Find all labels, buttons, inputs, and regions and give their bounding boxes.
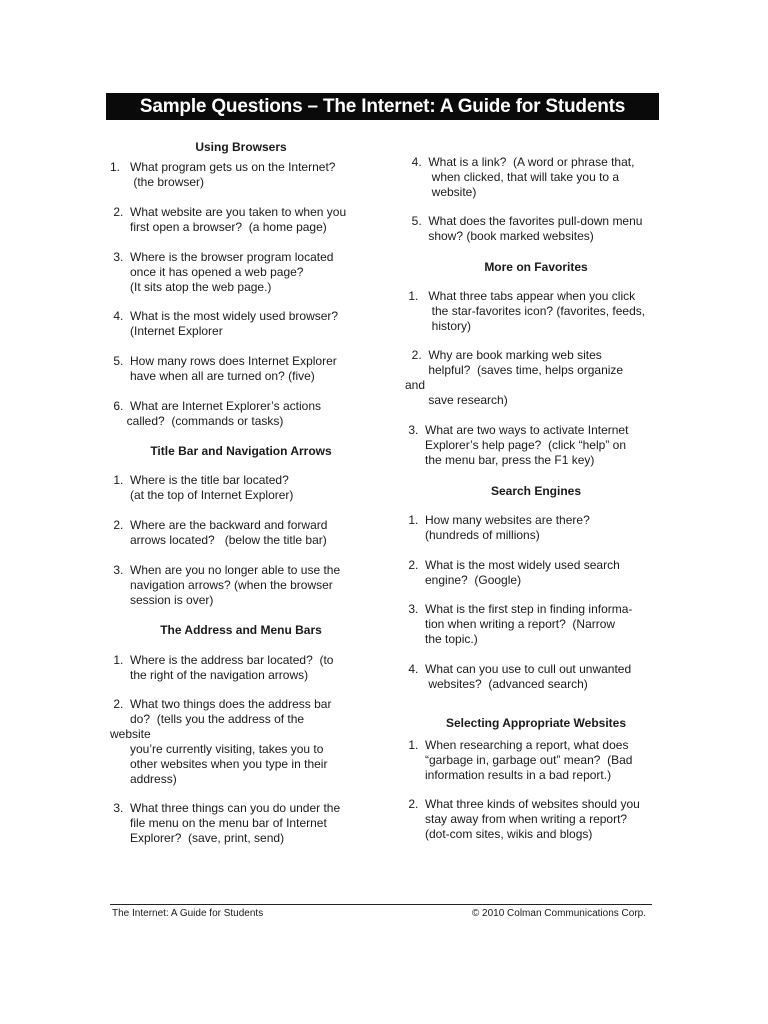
section-heading-title-bar: Title Bar and Navigation Arrows	[150, 444, 332, 458]
question-item: 4. What is a link? (A word or phrase that, when clicked, that will take you to a website)	[405, 155, 635, 199]
question-item: 1. Where is the address bar located? (to the right of the navigation arrows)	[110, 653, 334, 682]
question-item: 1. What program gets us on the Internet? (the browser)	[110, 160, 336, 189]
footer-divider	[110, 904, 652, 905]
question-item: 2. What two things does the address bar do? (tells you the address of the website you’re currently visiting, takes you to other websites when you type in their address)	[110, 697, 332, 786]
question-item: 3. What are two ways to activate Internet Explorer’s help page? (click “help” on the menu bar, press the F1 key)	[405, 423, 629, 467]
question-item: 2. What website are you taken to when you first open a browser? (a home page)	[110, 205, 347, 234]
question-item: 2. Where are the backward and forward arrows located? (below the title bar)	[110, 518, 328, 547]
question-item: 4. What can you use to cull out unwanted websites? (advanced search)	[405, 662, 632, 691]
section-heading-address-menu: The Address and Menu Bars	[160, 623, 322, 637]
question-item: 4. What is the most widely used browser? (Internet Explorer	[110, 309, 339, 338]
section-heading-using-browsers: Using Browsers	[195, 140, 287, 154]
question-item: 1. When researching a report, what does “garbage in, garbage out” mean? (Bad information results in a bad report.)	[405, 738, 633, 782]
question-item: 6. What are Internet Explorer’s actions called? (commands or tasks)	[110, 399, 321, 428]
question-item: 1. Where is the title bar located? (at the top of Internet Explorer)	[110, 473, 294, 502]
question-item: 3. What is the first step in finding informa- tion when writing a report? (Narrow the topic.)	[405, 602, 633, 646]
question-item: 3. What three things can you do under the file menu on the menu bar of Internet Explorer? (save, print, send)	[110, 801, 341, 845]
footer-title: The Internet: A Guide for Students	[112, 908, 264, 919]
question-item: 2. What three kinds of websites should you stay away from when writing a report? (dot-com sites, wikis and blogs)	[405, 797, 640, 841]
question-item: 2. Why are book marking web sites helpful? (saves time, helps organize and save research)	[405, 348, 624, 407]
question-item: 3. When are you no longer able to use the navigation arrows? (when the browser session is over)	[110, 563, 341, 607]
section-heading-favorites: More on Favorites	[484, 260, 588, 274]
page-title: Sample Questions – The Internet: A Guide for Students	[106, 93, 659, 120]
question-item: 5. How many rows does Internet Explorer have when all are turned on? (five)	[110, 354, 337, 383]
footer-copyright: © 2010 Colman Communications Corp.	[471, 908, 646, 919]
question-item: 2. What is the most widely used search engine? (Google)	[405, 558, 620, 587]
question-item: 5. What does the favorites pull-down menu show? (book marked websites)	[405, 214, 643, 243]
question-item: 1. What three tabs appear when you click the star-favorites icon? (favorites, feeds, history)	[405, 289, 646, 333]
section-heading-search-engines: Search Engines	[490, 484, 582, 498]
question-item: 3. Where is the browser program located once it has opened a web page? (It sits atop the web page.)	[110, 250, 334, 294]
question-item: 1. How many websites are there? (hundreds of millions)	[405, 513, 590, 542]
section-heading-appropriate-websites: Selecting Appropriate Websites	[445, 716, 627, 730]
